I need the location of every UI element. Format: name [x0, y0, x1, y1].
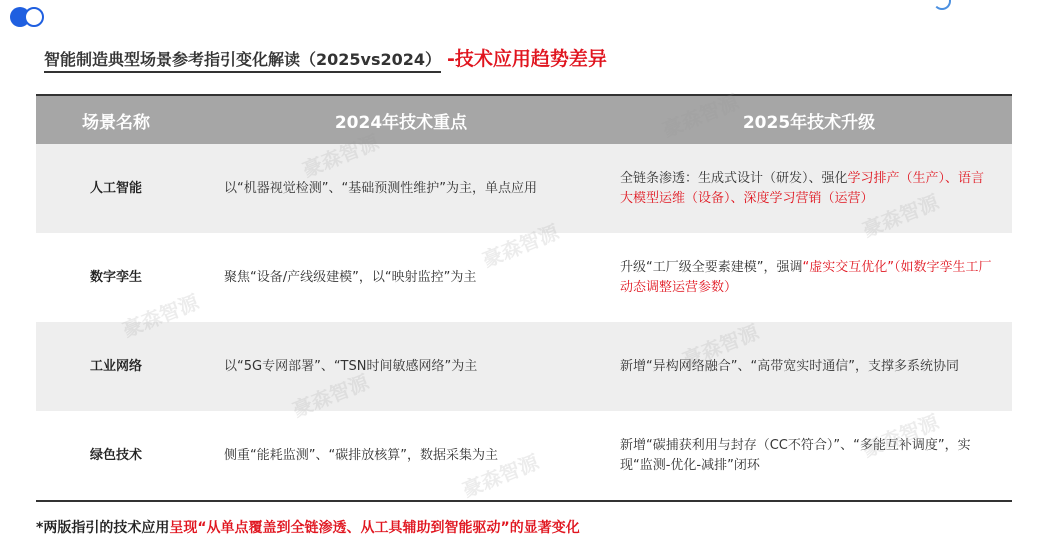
- tech-2025-text: 全链条渗透：生成式设计（研发）、强化: [620, 170, 848, 186]
- page-title-main: 智能制造典型场景参考指引变化解读（2025vs2024）: [44, 50, 441, 73]
- tech-2025-cell: [606, 322, 1012, 411]
- footnote-lead: *两版指引的技术应用: [36, 520, 170, 536]
- table-row: [36, 411, 1012, 501]
- footnote-highlight: 呈现“从单点覆盖到全链渗透、从工具辅助到智能驱动”的显著变化: [169, 520, 580, 536]
- corner-arc-decoration: [933, 0, 951, 10]
- column-header-scene: 场景名称: [36, 95, 196, 144]
- table-row: [36, 322, 1012, 411]
- table-row: [36, 144, 1012, 233]
- tech-2025-text: 新增“异构网络融合”、“高带宽实时通信”，支撑多系统协同: [620, 358, 959, 374]
- scene-name: 人工智能: [36, 144, 196, 233]
- column-header-2024: 2024年技术重点: [196, 95, 606, 144]
- tech-2024-cell: 侧重“能耗监测”、“碳排放核算”，数据采集为主: [196, 411, 606, 501]
- scene-name: 绿色技术: [36, 411, 196, 501]
- table-header-row: [36, 95, 1012, 144]
- tech-2024-cell: 以“5G专网部署”、“TSN时间敏感网络”为主: [196, 322, 606, 411]
- page-title-accent: -技术应用趋势差异: [447, 48, 607, 70]
- tech-2025-cell: [606, 233, 1012, 322]
- column-header-2025: 2025年技术升级: [606, 95, 1012, 144]
- scene-name: 工业网络: [36, 322, 196, 411]
- scene-name: 数字孪生: [36, 233, 196, 322]
- table-row: [36, 233, 1012, 322]
- tech-2025-highlight: “虚实交互优化”（如数字孪生工厂动态调整运营参数）: [620, 259, 992, 295]
- tech-2025-text: 升级“工厂级全要素建模”，强调: [620, 259, 803, 275]
- footnote: [36, 517, 580, 537]
- tech-2024-cell: 以“机器视觉检测”、“基础预测性维护”为主，单点应用: [196, 144, 606, 233]
- tech-2025-cell: [606, 411, 1012, 501]
- tech-2025-highlight: 学习排产（生产）、语言大模型运维（设备）、深度学习营销（运营）: [620, 170, 985, 206]
- tech-2025-cell: [606, 144, 1012, 233]
- comparison-table: [36, 94, 1012, 502]
- tech-2025-text: 新增“碳捕获利用与封存（CC不符合）”、“多能互补调度”，实现“监测-优化-减排”闭环: [620, 437, 971, 473]
- page-title: [44, 44, 607, 74]
- logo-circle-outline: [24, 7, 44, 27]
- tech-2024-cell: 聚焦“设备/产线级建模”，以“映射监控”为主: [196, 233, 606, 322]
- brand-logo: [10, 6, 50, 28]
